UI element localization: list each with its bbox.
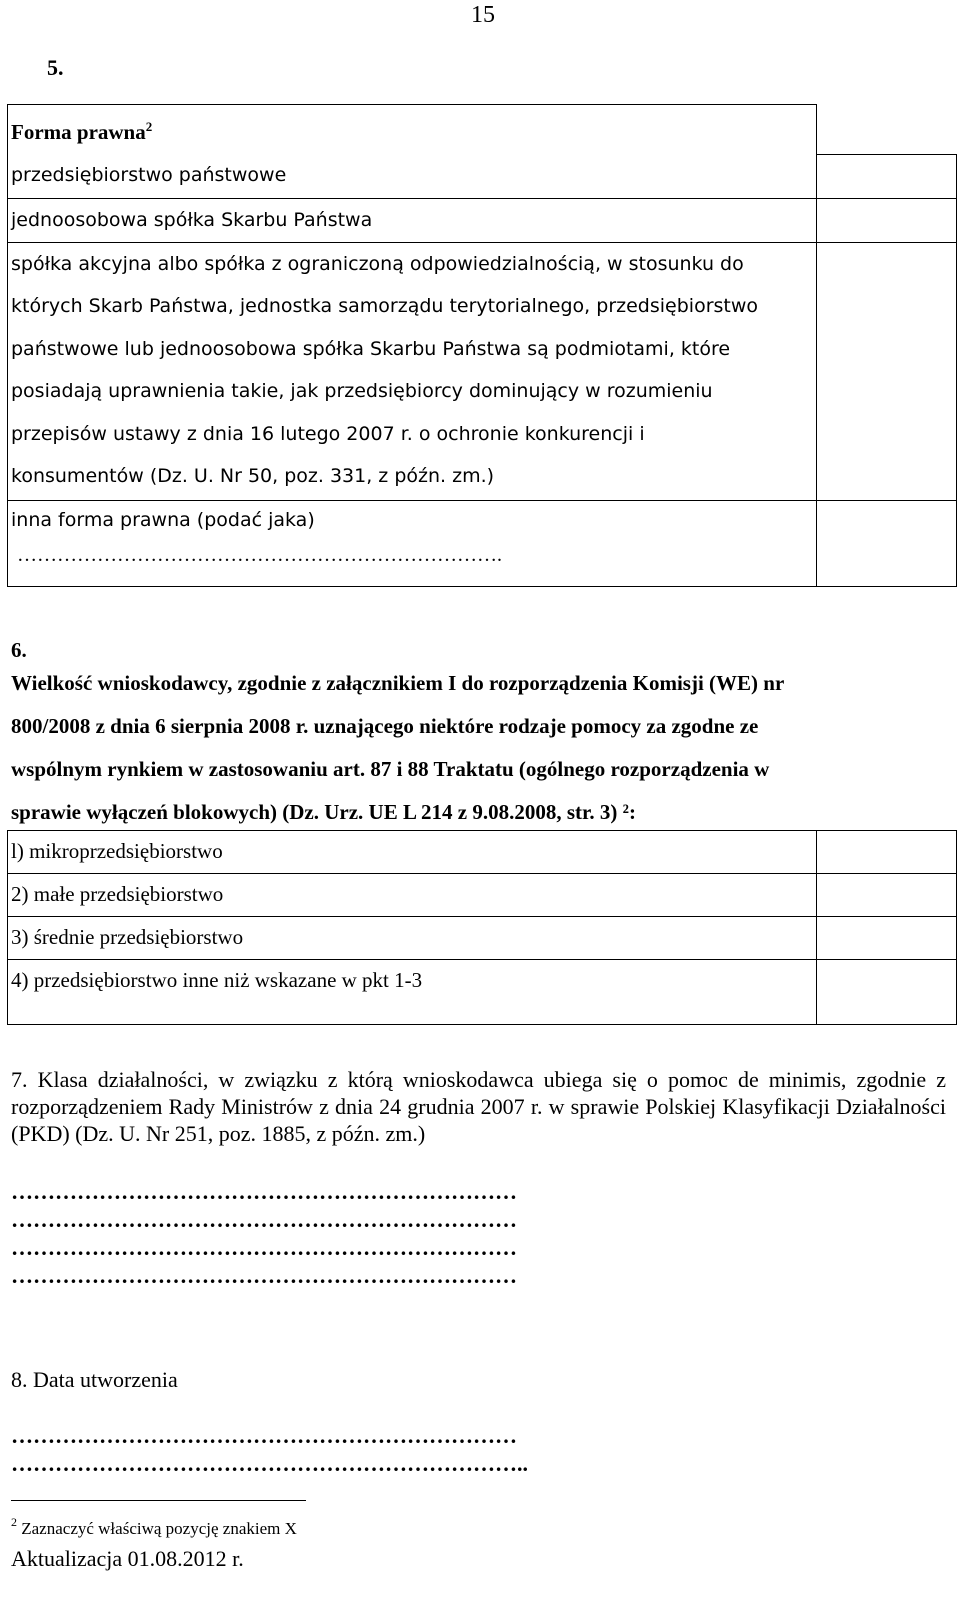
option-label: 4) przedsiębiorstwo inne niż wskazane w pkt 1-3 — [11, 968, 423, 992]
legal-form-title: Forma prawna — [11, 120, 146, 144]
footnote-text: Zaznaczyć właściwą pozycję znakiem X — [21, 1519, 297, 1538]
option-company-controlled — [8, 242, 817, 500]
legal-form-empty-header — [817, 105, 957, 155]
section-6-title-line: Wielkość wnioskodawcy, zgodnie z załącznikiem I do rozporządzenia Komisji (WE) nr — [11, 671, 785, 695]
option-state-enterprise — [8, 154, 817, 198]
update-note: Aktualizacja 01.08.2012 r. — [11, 1546, 244, 1571]
section-6-title — [11, 662, 784, 834]
option-label: l) mikroprzedsiębiorstwo — [11, 839, 223, 863]
option-other-label: inna forma prawna (podać jaka) — [11, 508, 315, 531]
section-6-title-line: sprawie wyłączeń blokowych) (Dz. Urz. UE L 214 z 9.08.2008, str. 3) ²: — [11, 800, 636, 824]
checkbox-other-size[interactable] — [817, 960, 957, 1025]
checkbox-micro[interactable] — [817, 831, 957, 874]
section-6-title-line: 800/2008 z dnia 6 sierpnia 2008 r. uznającego niektóre rodzaje pomocy za zgodne ze — [11, 714, 759, 738]
section-5-number: 5. — [47, 55, 64, 80]
dot-line: …………………………………………………………… — [11, 1235, 517, 1260]
creation-date-dot-lines[interactable] — [11, 1422, 916, 1478]
dot-line: …………………………………………………………….. — [11, 1451, 528, 1476]
option-single-shareholder — [8, 198, 817, 242]
option-line: posiadają uprawnienia takie, jak przedsiębiorcy dominujący w rozumieniu — [11, 380, 713, 402]
option-other-form — [8, 500, 817, 586]
section-7-text: 7. Klasa działalności, w związku z którą wnioskodawca ubiega się o pomoc de minimis, zgodnie z rozporządzeniem Rady Ministrów z dnia 24 grudnia 2007 r. w sprawie Polskiej Klasyfikacji Działalności (PKD) (Dz. U. Nr 251, poz. 1885, z późn. zm.) — [11, 1067, 946, 1146]
dot-line: …………………………………………………………… — [11, 1207, 517, 1232]
dot-line: …………………………………………………………… — [11, 1179, 517, 1204]
checkbox-medium[interactable] — [817, 917, 957, 960]
checkbox-state-enterprise[interactable] — [817, 154, 957, 198]
option-line: spółka akcyjna albo spółka z ograniczoną odpowiedzialnością, w stosunku do — [11, 252, 744, 275]
section-6-title-line: wspólnym rynkiem w zastosowaniu art. 87 i 88 Traktatu (ogólnego rozporządzenia w — [11, 757, 770, 781]
option-label: 2) małe przedsiębiorstwo — [11, 882, 224, 906]
pkd-dot-lines[interactable] — [11, 1178, 916, 1290]
legal-form-title-footnote-ref: 2 — [145, 119, 153, 134]
other-form-dots[interactable]: ………………………………………………………………. — [17, 543, 502, 566]
checkbox-small[interactable] — [817, 874, 957, 917]
option-label: 3) średnie przedsiębiorstwo — [11, 925, 244, 949]
option-line: konsumentów (Dz. U. Nr 50, poz. 331, z późn. zm.) — [11, 465, 495, 487]
option-other-size — [8, 960, 817, 1025]
footnote-number: 2 — [11, 1515, 17, 1529]
option-line: przepisów ustawy z dnia 16 lutego 2007 r. o ochronie konkurencji i — [11, 422, 645, 445]
company-size-table — [7, 830, 957, 1025]
checkbox-company-controlled[interactable] — [817, 242, 957, 500]
option-line: których Skarb Państwa, jednostka samorządu terytorialnego, przedsiębiorstwo — [11, 295, 759, 317]
checkbox-single-shareholder[interactable] — [817, 198, 957, 242]
legal-form-table — [7, 104, 957, 587]
footnote-separator — [11, 1500, 306, 1501]
option-label: jednoosobowa spółka Skarbu Państwa — [11, 208, 373, 231]
option-medium — [8, 917, 817, 960]
dot-line: …………………………………………………………… — [11, 1263, 517, 1288]
legal-form-title-cell — [8, 105, 817, 155]
page-number: 15 — [471, 2, 495, 28]
option-small — [8, 874, 817, 917]
checkbox-other-form[interactable] — [817, 500, 957, 586]
dot-line: …………………………………………………………… — [11, 1423, 517, 1448]
option-line: państwowe lub jednoosobowa spółka Skarbu Państwa są podmiotami, które — [11, 337, 731, 360]
footnote — [11, 1515, 297, 1539]
section-8-label: 8. Data utworzenia — [11, 1367, 178, 1392]
option-label: przedsiębiorstwo państwowe — [11, 164, 287, 186]
option-micro — [8, 831, 817, 874]
section-6-number: 6. — [11, 638, 27, 662]
